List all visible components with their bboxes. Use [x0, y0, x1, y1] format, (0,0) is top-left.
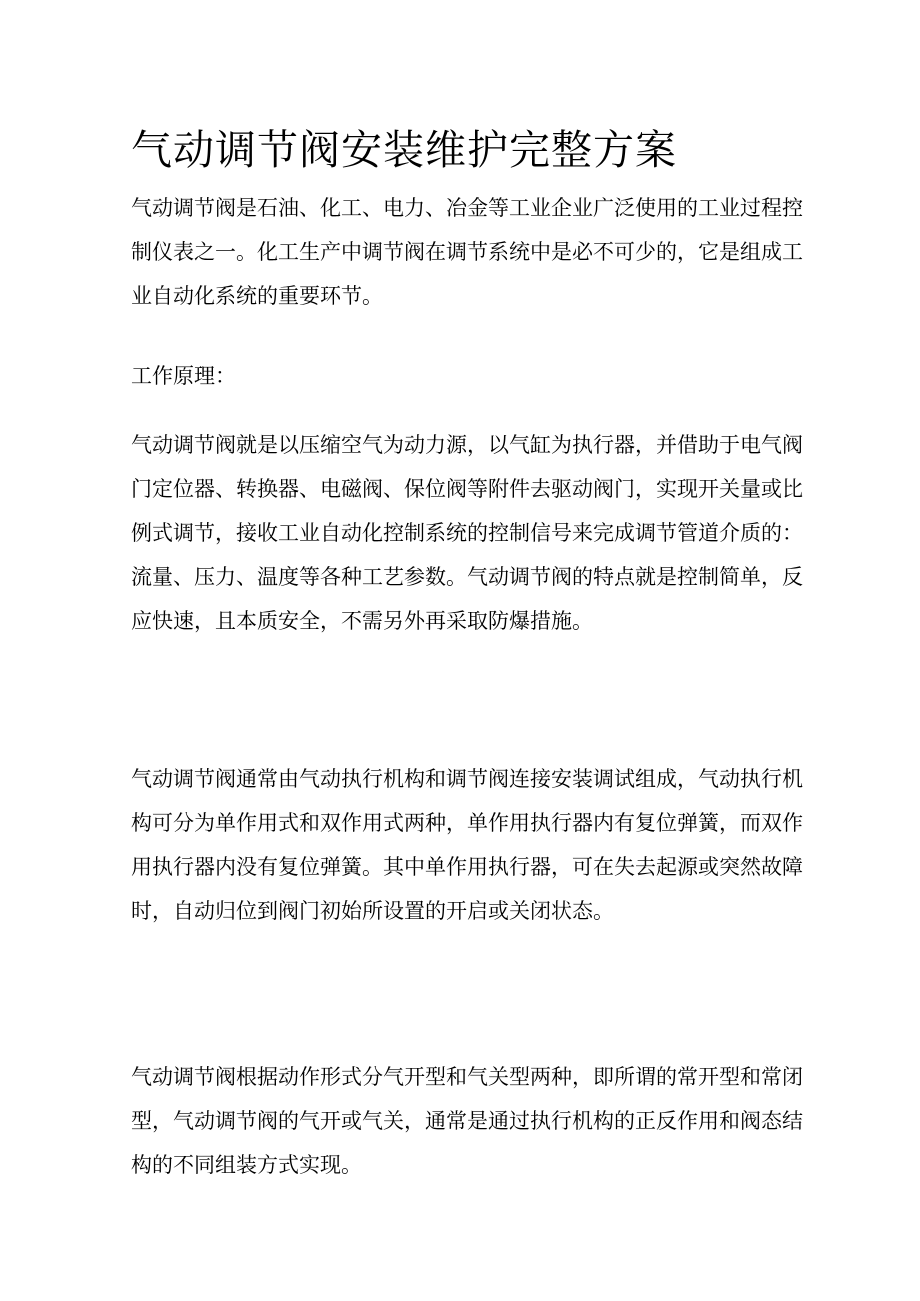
section-heading-working-principle: 工作原理：	[131, 364, 236, 388]
paragraph-intro: 气动调节阀是石油、化工、电力、冶金等工业企业广泛使用的工业过程控制仪表之一。化工生产中调节阀在调节系统中是必不可少的，它是组成工业自动化系统的重要环节。	[131, 196, 803, 308]
paragraph-working-principle: 气动调节阀就是以压缩空气为动力源，以气缸为执行器，并借助于电气阀门定位器、转换器、电磁阀、保位阀等附件去驱动阀门，实现开关量或比例式调节，接收工业自动化控制系统的控制信号来完成调节管道介质的：流量、压力、温度等各种工艺参数。气动调节阀的特点就是控制简单，反应快速，且本质安全，不需另外再采取防爆措施。	[131, 433, 803, 633]
paragraph-action-forms: 气动调节阀根据动作形式分气开型和气关型两种，即所谓的常开型和常闭型，气动调节阀的气开或气关，通常是通过执行机构的正反作用和阀态结构的不同组装方式实现。	[131, 1065, 803, 1177]
document-title: 气动调节阀安装维护完整方案	[131, 126, 677, 174]
paragraph-actuator-types: 气动调节阀通常由气动执行机构和调节阀连接安装调试组成，气动执行机构可分为单作用式和双作用式两种，单作用执行器内有复位弹簧，而双作用执行器内没有复位弹簧。其中单作用执行器，可在失去起源或突然故障时，自动归位到阀门初始所设置的开启或关闭状态。	[131, 767, 803, 923]
